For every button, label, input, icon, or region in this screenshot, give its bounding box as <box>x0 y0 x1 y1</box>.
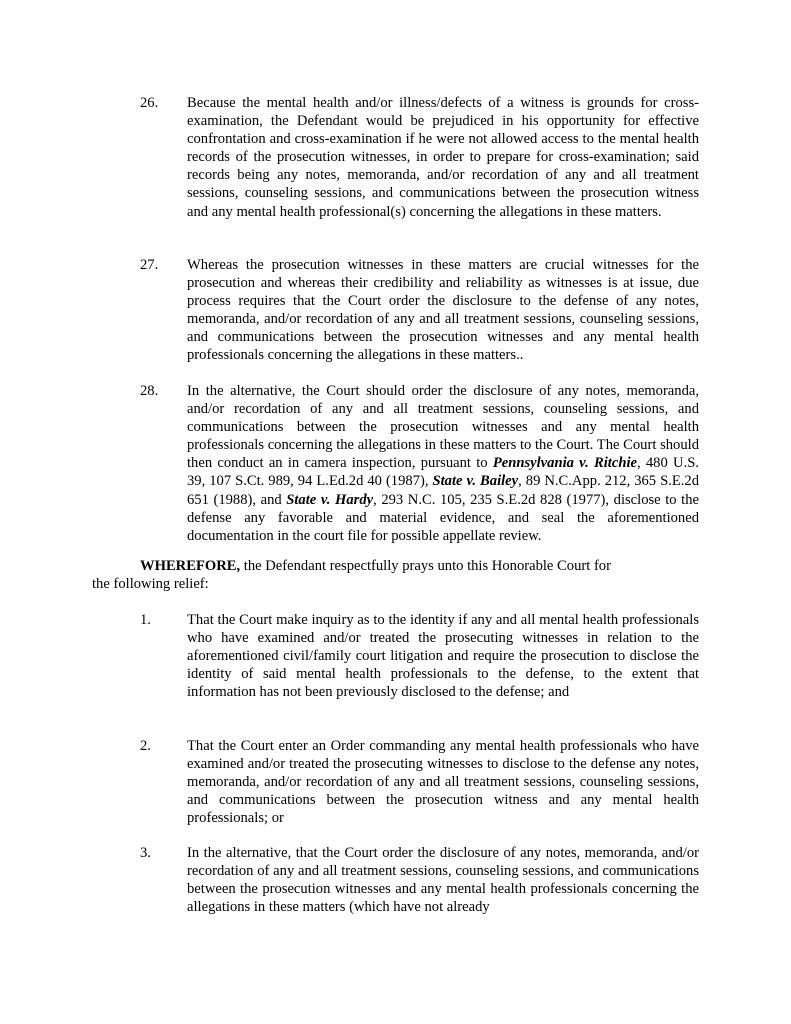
paragraph-text-segment: , 293 N.C. 105, 235 S.E.2d 828 (1977), disclose to the defense any favorable and material evidence, and seal the aforementioned documentation in the court file for possible appellate review. <box>187 491 699 544</box>
paragraph-27 <box>140 256 699 365</box>
relief-text: That the Court make inquiry as to the identity if any and all mental health professionals who have examined and/or treated the prosecuting witnesses in relation to the aforementioned civil/family court litigation and require the prosecution to disclose the identity of said mental health professionals to the defense, to the extent that information has not been previously disclosed to the defense; and <box>187 612 699 701</box>
wherefore-line <box>92 557 692 575</box>
relief-item-2 <box>140 737 699 827</box>
case-citation: State v. Hardy <box>286 491 374 508</box>
wherefore-clause <box>92 557 692 593</box>
relief-item-3 <box>140 844 699 916</box>
paragraph-text-segment: , 480 U.S. 39, 107 S.Ct. 989, 94 L.Ed.2d 40 (1987), <box>187 455 699 490</box>
paragraph-text-segment: , 89 N.C.App. 212, 365 S.E.2d 651 (1988), and <box>187 473 700 508</box>
relief-number: 1. <box>140 612 151 628</box>
relief-number: 3. <box>140 845 151 861</box>
relief-text: That the Court enter an Order commanding any mental health professionals who have examined and/or treated the prosecuting witnesses to disclose to the defense any notes, memoranda, and/or recordation of any and all treatment sessions, counseling sessions, and communications between the prosecution witness and any mental health professionals; or <box>187 738 699 827</box>
case-citation: Pennsylvania v. Ritchie <box>492 455 637 472</box>
wherefore-lead: WHEREFORE, <box>140 558 241 574</box>
case-citation: State v. Bailey <box>432 473 519 490</box>
relief-item-1 <box>140 611 699 701</box>
paragraph-text <box>187 94 699 221</box>
wherefore-line-2: the following relief: <box>92 576 209 593</box>
paragraph-text <box>187 382 699 545</box>
relief-text: In the alternative, that the Court order the disclosure of any notes, memoranda, and/or recordation of any and all treatment sessions, counseling sessions, and communications between the prosecution witnesses and any mental health professionals concerning the allegations in these matters (which have not already <box>187 845 699 916</box>
wherefore-text: the Defendant respectfully prays unto this Honorable Court for <box>240 558 611 574</box>
paragraph-text <box>187 256 699 365</box>
paragraph-number: 28. <box>140 383 159 399</box>
paragraph-text-segment: Because the mental health and/or illness/defects of a witness is grounds for cross-examination, the Defendant would be prejudiced in his opportunity for effective confrontation and cross-examination if he were not allowed access to the mental health records of the prosecution witnesses, in order to prepare for cross-examination; said records being any notes, memoranda, and/or recordation of any and all treatment sessions, counseling sessions, and communications between the prosecution witness and any mental health professional(s) concerning the allegations in these matters. <box>187 95 699 220</box>
paragraph-number: 26. <box>140 95 159 111</box>
paragraph-number: 27. <box>140 257 159 273</box>
paragraph-28 <box>140 382 699 545</box>
paragraph-26 <box>140 94 699 221</box>
paragraph-text-segment: In the alternative, the Court should order the disclosure of any notes, memoranda, and/or recordation of any and all treatment sessions, counseling sessions, and communications between the prosecution witnesses and any mental health professionals concerning the allegations in these matters to the Court. The Court should then conduct an in camera inspection, pursuant to <box>187 383 699 472</box>
paragraph-text-segment: Whereas the prosecution witnesses in these matters are crucial witnesses for the prosecution and whereas their credibility and reliability as witnesses is at issue, due process requires that the Court order the disclosure to the defense of any notes, memoranda, and/or recordation of any and all treatment sessions, counseling sessions, and communications between the prosecution witnesses and any mental health professionals concerning the allegations in these matters.. <box>187 257 699 364</box>
relief-number: 2. <box>140 738 151 754</box>
